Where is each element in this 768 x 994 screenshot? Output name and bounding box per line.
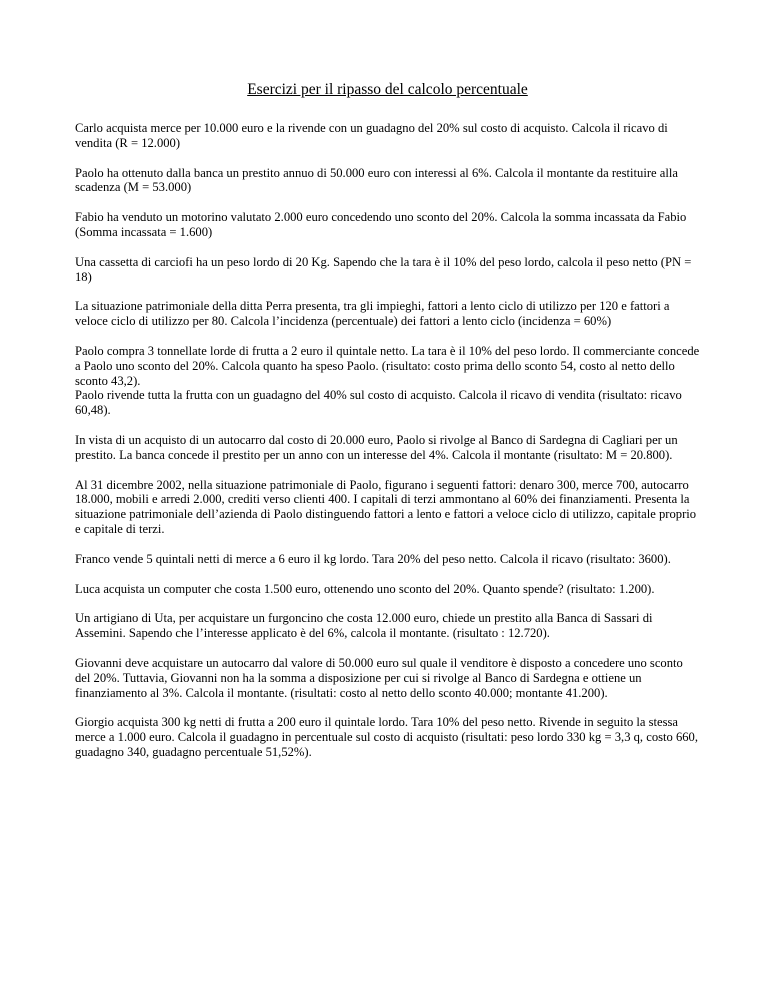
exercise-text-continued: Paolo rivende tutta la frutta con un guadagno del 40% sul costo di acquisto. Calcola il ricavo di vendita (risultato: ricavo 60,48).: [75, 388, 682, 418]
document-page: [75, 80, 700, 775]
exercise-10: [75, 582, 700, 597]
exercise-13: [75, 715, 700, 759]
exercise-text: Fabio ha venduto un motorino valutato 2.000 euro concedendo uno sconto del 20%. Calcola la somma incassata da Fabio (Somma incassata = 1.600): [75, 210, 687, 239]
exercise-text: Al 31 dicembre 2002, nella situazione patrimoniale di Paolo, figurano i seguenti fattori: denaro 300, merce 700, autocarro 18.000, mobili e arredi 2.000, crediti verso clienti 400. I capitali di terzi ammontano al 60% dei finanziamenti. Presenta la situazione patrimoniale dell’azienda di Paolo distinguendo fattori a lento e fattori a veloce ciclo di utilizzo, capitale proprio e capitale di terzi.: [75, 477, 697, 536]
exercise-text: Giovanni deve acquistare un autocarro dal valore di 50.000 euro sul quale il venditore è disposto a concedere uno sconto del 20%. Tuttavia, Giovanni non ha la somma a disposizione per cui si rivolge al Banco di Sardegna e ottiene un finanziamento al 3%. Calcola il montante. (risultati: costo al netto dello sconto 40.000; montante 41.200).: [75, 655, 683, 700]
exercise-text: In vista di un acquisto di un autocarro dal costo di 20.000 euro, Paolo si rivolge al Banco di Sardegna di Cagliari per un prestito. La banca concede il prestito per un anno con un interesse del 4%. Calcola il montante (risultato: M = 20.800).: [75, 432, 678, 462]
exercise-text: Giorgio acquista 300 kg netti di frutta a 200 euro il quintale lordo. Tara 10% del peso netto. Rivende in seguito la stessa merce a 1.000 euro. Calcola il guadagno in percentuale sul costo di acquisto (risultati: peso lordo 330 kg = 3,3 q, costo 660, guadagno 340, guadagno percentuale 51,52%).: [75, 715, 699, 759]
exercise-7: [75, 433, 700, 463]
exercise-list: [75, 121, 700, 760]
exercise-8: [75, 478, 700, 537]
exercise-12: [75, 656, 700, 700]
exercise-text: Carlo acquista merce per 10.000 euro e la rivende con un guadagno del 20% sul costo di acquisto. Calcola il ricavo di vendita (R = 12.000): [75, 121, 668, 150]
exercise-3: [75, 210, 700, 240]
exercise-text: Luca acquista un computer che costa 1.500 euro, ottenendo uno sconto del 20%. Quanto spende? (risultato: 1.200).: [75, 581, 655, 596]
exercise-4: [75, 255, 700, 285]
exercise-text: Una cassetta di carciofi ha un peso lordo di 20 Kg. Sapendo che la tara è il 10% del peso lordo, calcola il peso netto (PN = 18): [75, 254, 692, 284]
exercise-11: [75, 611, 700, 641]
exercise-9: [75, 552, 700, 567]
document-title: Esercizi per il ripasso del calcolo percentuale: [247, 81, 528, 98]
exercise-text: Franco vende 5 quintali netti di merce a 6 euro il kg lordo. Tara 20% del peso netto. Calcola il ricavo (risultato: 3600).: [75, 551, 671, 566]
exercise-2: [75, 166, 700, 196]
exercise-5: [75, 299, 700, 329]
exercise-1: [75, 121, 700, 151]
exercise-text: Paolo ha ottenuto dalla banca un prestito annuo di 50.000 euro con interessi al 6%. Calcola il montante da restituire alla scadenza (M = 53.000): [75, 165, 678, 195]
exercise-text: Paolo compra 3 tonnellate lorde di frutta a 2 euro il quintale netto. La tara è il 10% del peso lordo. Il commerciante concede a Paolo uno sconto del 20%. Calcola quanto ha speso Paolo. (risultato: costo prima dello sconto 54, costo al netto dello sconto 43,2).: [75, 343, 700, 388]
exercise-6: [75, 344, 700, 418]
exercise-text: Un artigiano di Uta, per acquistare un furgoncino che costa 12.000 euro, chiede un prestito alla Banca di Sassari di Assemini. Sapendo che l’interesse applicato è del 6%, calcola il montante. (risultato : 12.720).: [75, 611, 653, 641]
exercise-text: La situazione patrimoniale della ditta Perra presenta, tra gli impieghi, fattori a lento ciclo di utilizzo per 120 e fattori a veloce ciclo di utilizzo per 80. Calcola l’incidenza (percentuale) dei fattori a lento ciclo (incidenza = 60%): [75, 299, 670, 329]
